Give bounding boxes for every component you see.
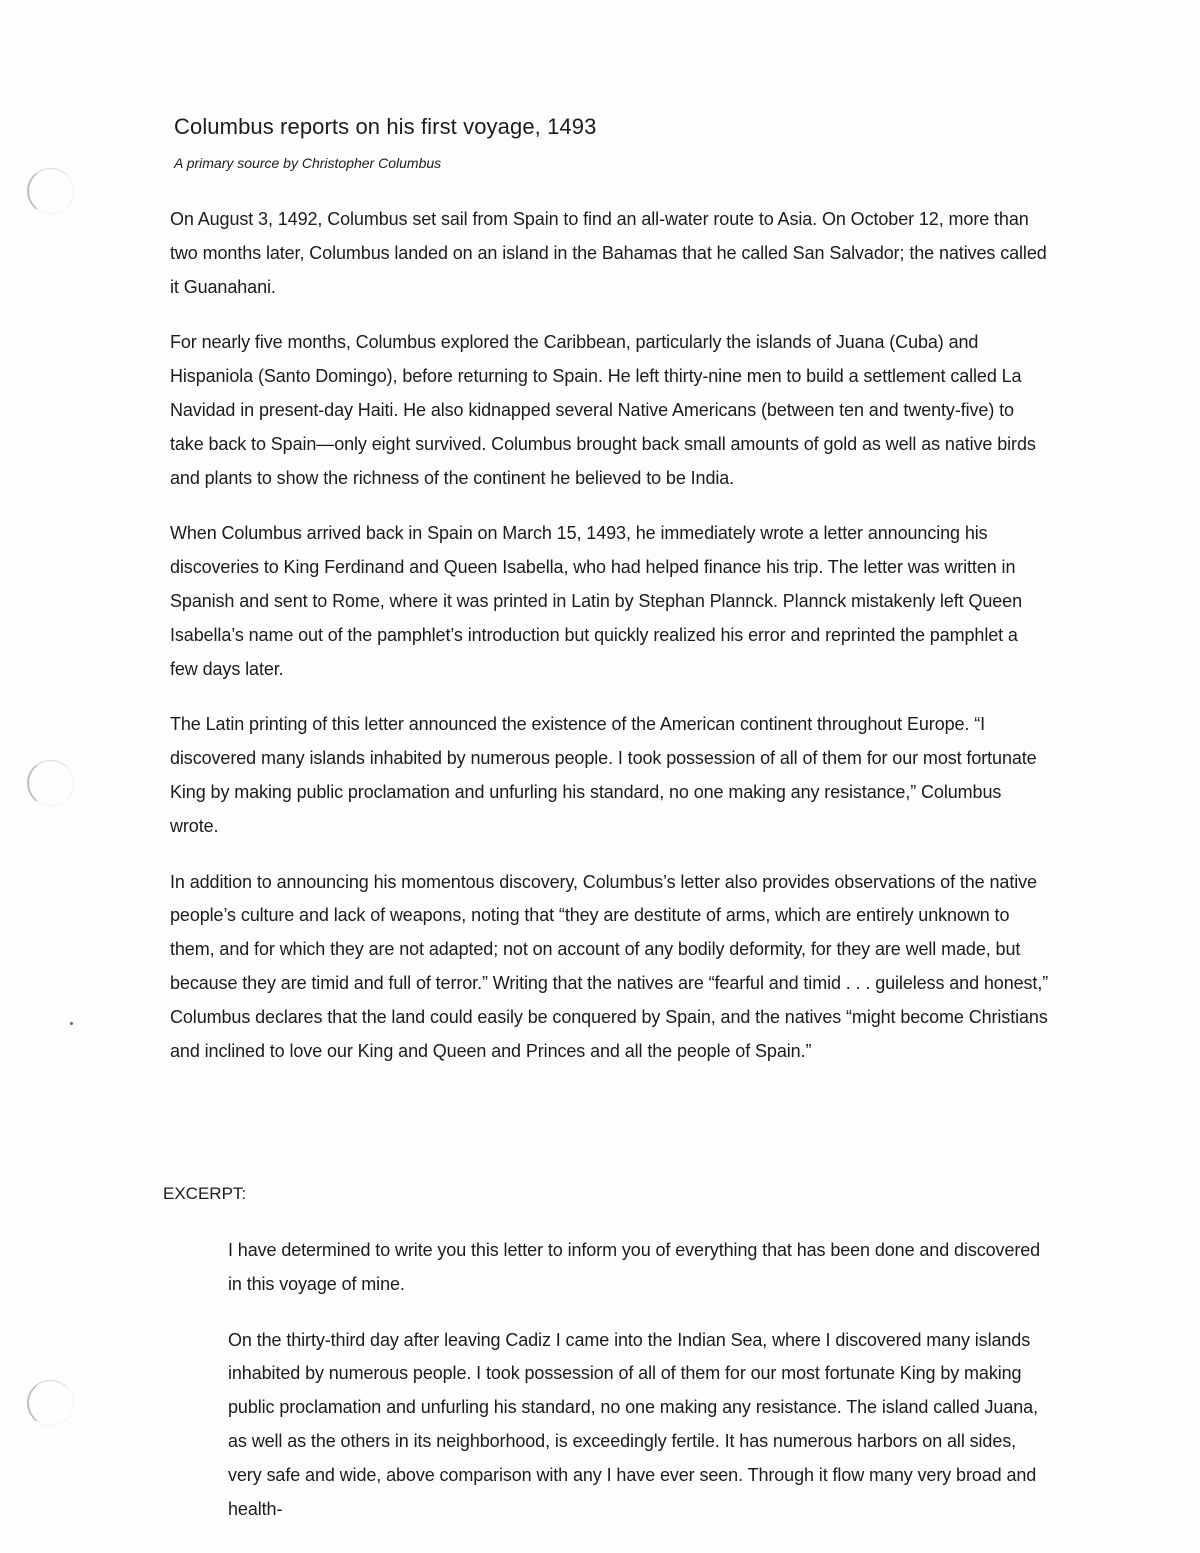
body-text	[170, 203, 1050, 1090]
scan-speck	[70, 1022, 73, 1025]
punch-hole	[27, 760, 74, 806]
excerpt-paragraph: On the thirty-third day after leaving Cadiz I came into the Indian Sea, where I discovered many islands inhabited by numerous people. I took possession of all of them for our most fortunate King by making public proclamation and unfurling his standard, no one making any resistance. The island called Juana, as well as the others in its neighborhood, is exceedingly fertile. It has numerous harbors on all sides, very safe and wide, above comparison with any I have ever seen. Through it flow many very broad and health-	[228, 1329, 1038, 1519]
body-paragraph: The Latin printing of this letter announced the existence of the American continent throughout Europe. “I discovered many islands inhabited by numerous people. I took possession of all of them for our most fortunate King by making public proclamation and unfurling his standard, no one making any resistance,” Columbus wrote.	[170, 714, 1037, 836]
punch-hole	[27, 168, 74, 214]
document-subtitle: A primary source by Christopher Columbus	[174, 155, 442, 171]
excerpt-label: EXCERPT:	[163, 1184, 247, 1203]
excerpt-paragraph: I have determined to write you this letter to inform you of everything that has been done and discovered in this voyage of mine.	[228, 1240, 1041, 1294]
punch-hole	[27, 1380, 74, 1426]
body-paragraph: For nearly five months, Columbus explored the Caribbean, particularly the islands of Juana (Cuba) and Hispaniola (Santo Domingo), before returning to Spain. He left thirty-nine men to build a settlement called La Navidad in present-day Haiti. He also kidnapped several Native Americans (between ten and twenty-five) to take back to Spain—only eight survived. Columbus brought back small amounts of gold as well as native birds and plants to show the richness of the continent he believed to be India.	[170, 332, 1036, 488]
document-title: Columbus reports on his first voyage, 1493	[174, 114, 597, 139]
body-paragraph: In addition to announcing his momentous discovery, Columbus’s letter also provides observations of the native people’s culture and lack of weapons, noting that “they are destitute of arms, which are entirely unknown to them, and for which they are not adapted; not on account of any bodily deformity, for they are well made, but because they are timid and full of terror.” Writing that the natives are “fearful and timid . . . guileless and honest,” Columbus declares that the land could easily be conquered by Spain, and the natives “might become Christians and inclined to love our King and Queen and Princes and all the people of Spain.”	[170, 871, 1049, 1061]
excerpt-block	[228, 1234, 1048, 1548]
body-paragraph: When Columbus arrived back in Spain on March 15, 1493, he immediately wrote a letter announcing his discoveries to King Ferdinand and Queen Isabella, who had helped finance his trip. The letter was written in Spanish and sent to Rome, where it was printed in Latin by Stephan Plannck. Plannck mistakenly left Queen Isabella’s name out of the pamphlet’s introduction but quickly realized his error and reprinted the pamphlet a few days later.	[170, 523, 1022, 679]
body-paragraph: On August 3, 1492, Columbus set sail from Spain to find an all-water route to Asia. On October 12, more than two months later, Columbus landed on an island in the Bahamas that he called San Salvador; the natives called it Guanahani.	[170, 209, 1047, 297]
